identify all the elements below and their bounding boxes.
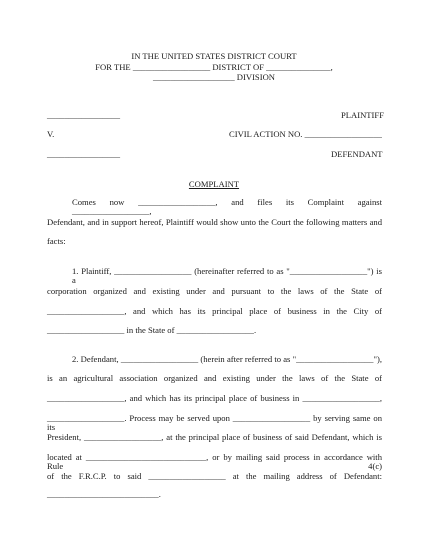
court-title: IN THE UNITED STATES DISTRICT COURT	[131, 51, 297, 61]
paragraph1-line-2: corporation organized and existing under and pursuant to the laws of the State of	[47, 286, 382, 296]
division-line: ___________________ DIVISION	[153, 72, 275, 82]
defendant-label: DEFENDANT	[331, 149, 383, 159]
paragraph1-line-4: __________________ in the State of __________________.	[47, 325, 257, 335]
intro-line-2: Defendant, and in support hereof, Plaintiff would show unto the Court the following matters and	[47, 217, 382, 227]
paragraph2-line-2: is an agricultural association organized and existing under the laws of the State of	[47, 373, 382, 383]
plaintiff-label: PLAINTIFF	[341, 110, 384, 120]
paragraph1-line-3: __________________, and which has its principal place of business in the City of	[47, 306, 382, 316]
intro-line-3: facts:	[47, 236, 66, 246]
paragraph2-line-4: __________________. Process may be served upon __________________ by serving same on its	[47, 413, 382, 432]
intro-line-1: Comes now __________________, and files its Complaint against __________________,	[72, 197, 382, 216]
complaint-heading: COMPLAINT	[188, 179, 240, 189]
plaintiff-name-blank: _________________	[47, 110, 121, 120]
civil-action-number: CIVIL ACTION NO. __________________	[229, 129, 382, 139]
paragraph1-line-1: 1. Plaintiff, __________________ (hereinafter referred to as "__________________") is a	[72, 266, 382, 285]
paragraph2-line-3: __________________, and which has its principal place of business in __________________,	[47, 393, 382, 403]
paragraph2-line-6: located at ____________________________, or by mailing said process in accordance with Rule 4(c)	[47, 452, 382, 471]
paragraph2-line-7: of the F.R.C.P. to said __________________ at the mailing address of Defendant:	[47, 471, 382, 481]
versus-label: V.	[47, 129, 55, 139]
paragraph2-line-1: 2. Defendant, __________________ (herein after referred to as "__________________"),	[72, 354, 382, 364]
paragraph2-line-8: __________________________.	[47, 489, 161, 499]
district-line: FOR THE __________________ DISTRICT OF _______________,	[95, 62, 333, 72]
paragraph2-line-5: President, __________________, at the principal place of business of said Defendant, which is	[47, 432, 382, 442]
defendant-name-blank: _________________	[47, 149, 121, 159]
